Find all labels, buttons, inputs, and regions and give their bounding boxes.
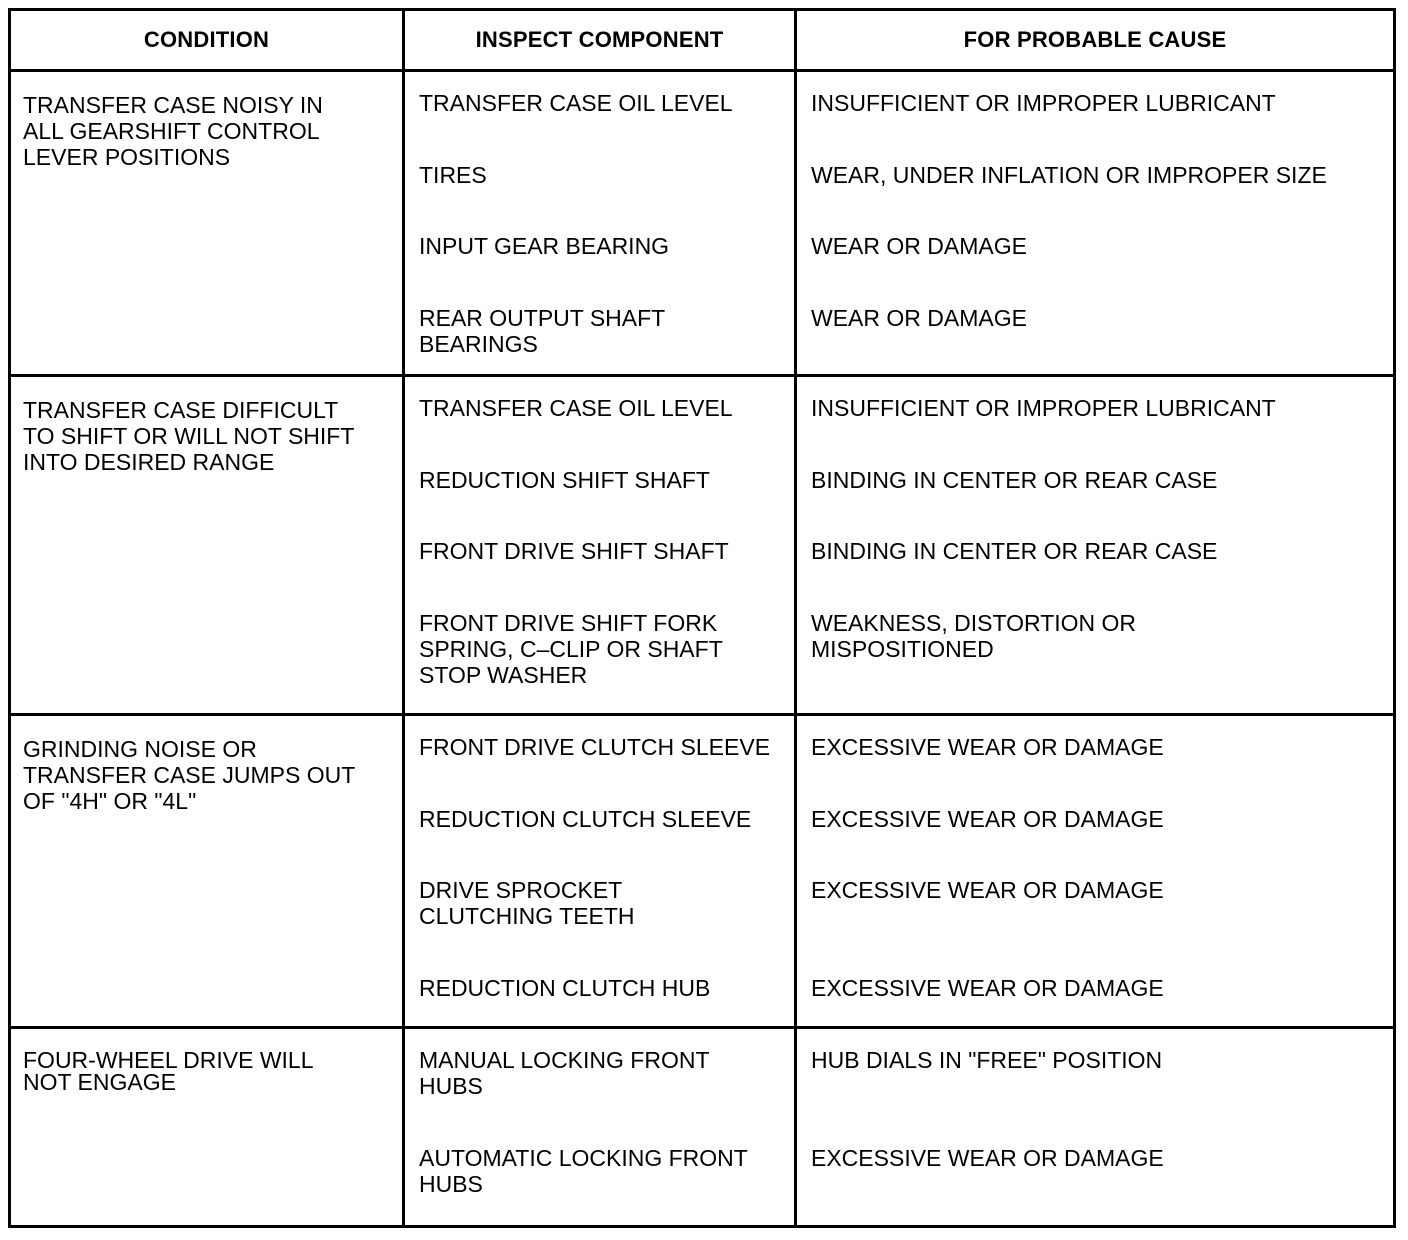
condition-text: TRANSFER CASE NOISY IN ALL GEARSHIFT CONTROL LEVER POSITIONS	[23, 92, 323, 170]
cause-text: BINDING IN CENTER OR REAR CASE	[811, 538, 1218, 564]
cause-text: WEAR, UNDER INFLATION OR IMPROPER SIZE	[811, 162, 1327, 188]
cause-cell	[796, 71, 1395, 376]
cause-text: INSUFFICIENT OR IMPROPER LUBRICANT	[811, 395, 1276, 421]
component-text: REDUCTION SHIFT SHAFT	[419, 467, 710, 493]
component-cell	[404, 376, 796, 715]
cause-cell	[796, 376, 1395, 715]
table-row	[10, 71, 1395, 376]
component-cell	[404, 715, 796, 1028]
condition-cell	[10, 715, 404, 1028]
cause-text: WEAR OR DAMAGE	[811, 305, 1027, 331]
table-row	[10, 376, 1395, 715]
component-text: TRANSFER CASE OIL LEVEL	[419, 395, 733, 421]
cause-text: WEAKNESS, DISTORTION OR MISPOSITIONED	[811, 610, 1137, 662]
component-cell	[404, 1028, 796, 1227]
table-row	[10, 715, 1395, 1028]
component-text: DRIVE SPROCKET CLUTCHING TEETH	[419, 877, 635, 929]
condition-text: TRANSFER CASE DIFFICULT TO SHIFT OR WILL NOT SHIFT INTO DESIRED RANGE	[23, 397, 354, 475]
component-text: AUTOMATIC LOCKING FRONT HUBS	[419, 1145, 748, 1197]
cause-cell	[796, 1028, 1395, 1227]
component-text: INPUT GEAR BEARING	[419, 233, 670, 259]
header-probable-cause: FOR PROBABLE CAUSE	[796, 10, 1395, 71]
component-text: FRONT DRIVE SHIFT FORK SPRING, C–CLIP OR SHAFT STOP WASHER	[419, 610, 723, 688]
component-text: FRONT DRIVE SHIFT SHAFT	[419, 538, 729, 564]
header-row	[10, 10, 1395, 71]
table-row	[10, 1028, 1395, 1227]
condition-text: FOUR-WHEEL DRIVE WILL NOT ENGAGE	[23, 1047, 313, 1095]
component-text: REAR OUTPUT SHAFT BEARINGS	[419, 305, 665, 357]
cause-cell	[796, 715, 1395, 1028]
cause-text: EXCESSIVE WEAR OR DAMAGE	[811, 975, 1164, 1001]
cause-text: EXCESSIVE WEAR OR DAMAGE	[811, 734, 1164, 760]
component-text: MANUAL LOCKING FRONT HUBS	[419, 1047, 710, 1099]
cause-text: BINDING IN CENTER OR REAR CASE	[811, 467, 1218, 493]
cause-text: EXCESSIVE WEAR OR DAMAGE	[811, 877, 1164, 903]
component-cell	[404, 71, 796, 376]
component-text: TRANSFER CASE OIL LEVEL	[419, 90, 733, 116]
cause-text: HUB DIALS IN "FREE" POSITION	[811, 1047, 1163, 1073]
condition-text: GRINDING NOISE OR TRANSFER CASE JUMPS OUT OF "4H" OR "4L"	[23, 736, 355, 814]
cause-text: INSUFFICIENT OR IMPROPER LUBRICANT	[811, 90, 1276, 116]
condition-cell	[10, 71, 404, 376]
header-condition: CONDITION	[10, 10, 404, 71]
component-text: REDUCTION CLUTCH SLEEVE	[419, 806, 752, 832]
condition-cell	[10, 376, 404, 715]
condition-cell	[10, 1028, 404, 1227]
cause-text: EXCESSIVE WEAR OR DAMAGE	[811, 1145, 1164, 1171]
header-inspect-component: INSPECT COMPONENT	[404, 10, 796, 71]
component-text: TIRES	[419, 162, 487, 188]
cause-text: EXCESSIVE WEAR OR DAMAGE	[811, 806, 1164, 832]
cause-text: WEAR OR DAMAGE	[811, 233, 1027, 259]
component-text: REDUCTION CLUTCH HUB	[419, 975, 711, 1001]
component-text: FRONT DRIVE CLUTCH SLEEVE	[419, 734, 771, 760]
diagnosis-table	[8, 8, 1396, 1228]
